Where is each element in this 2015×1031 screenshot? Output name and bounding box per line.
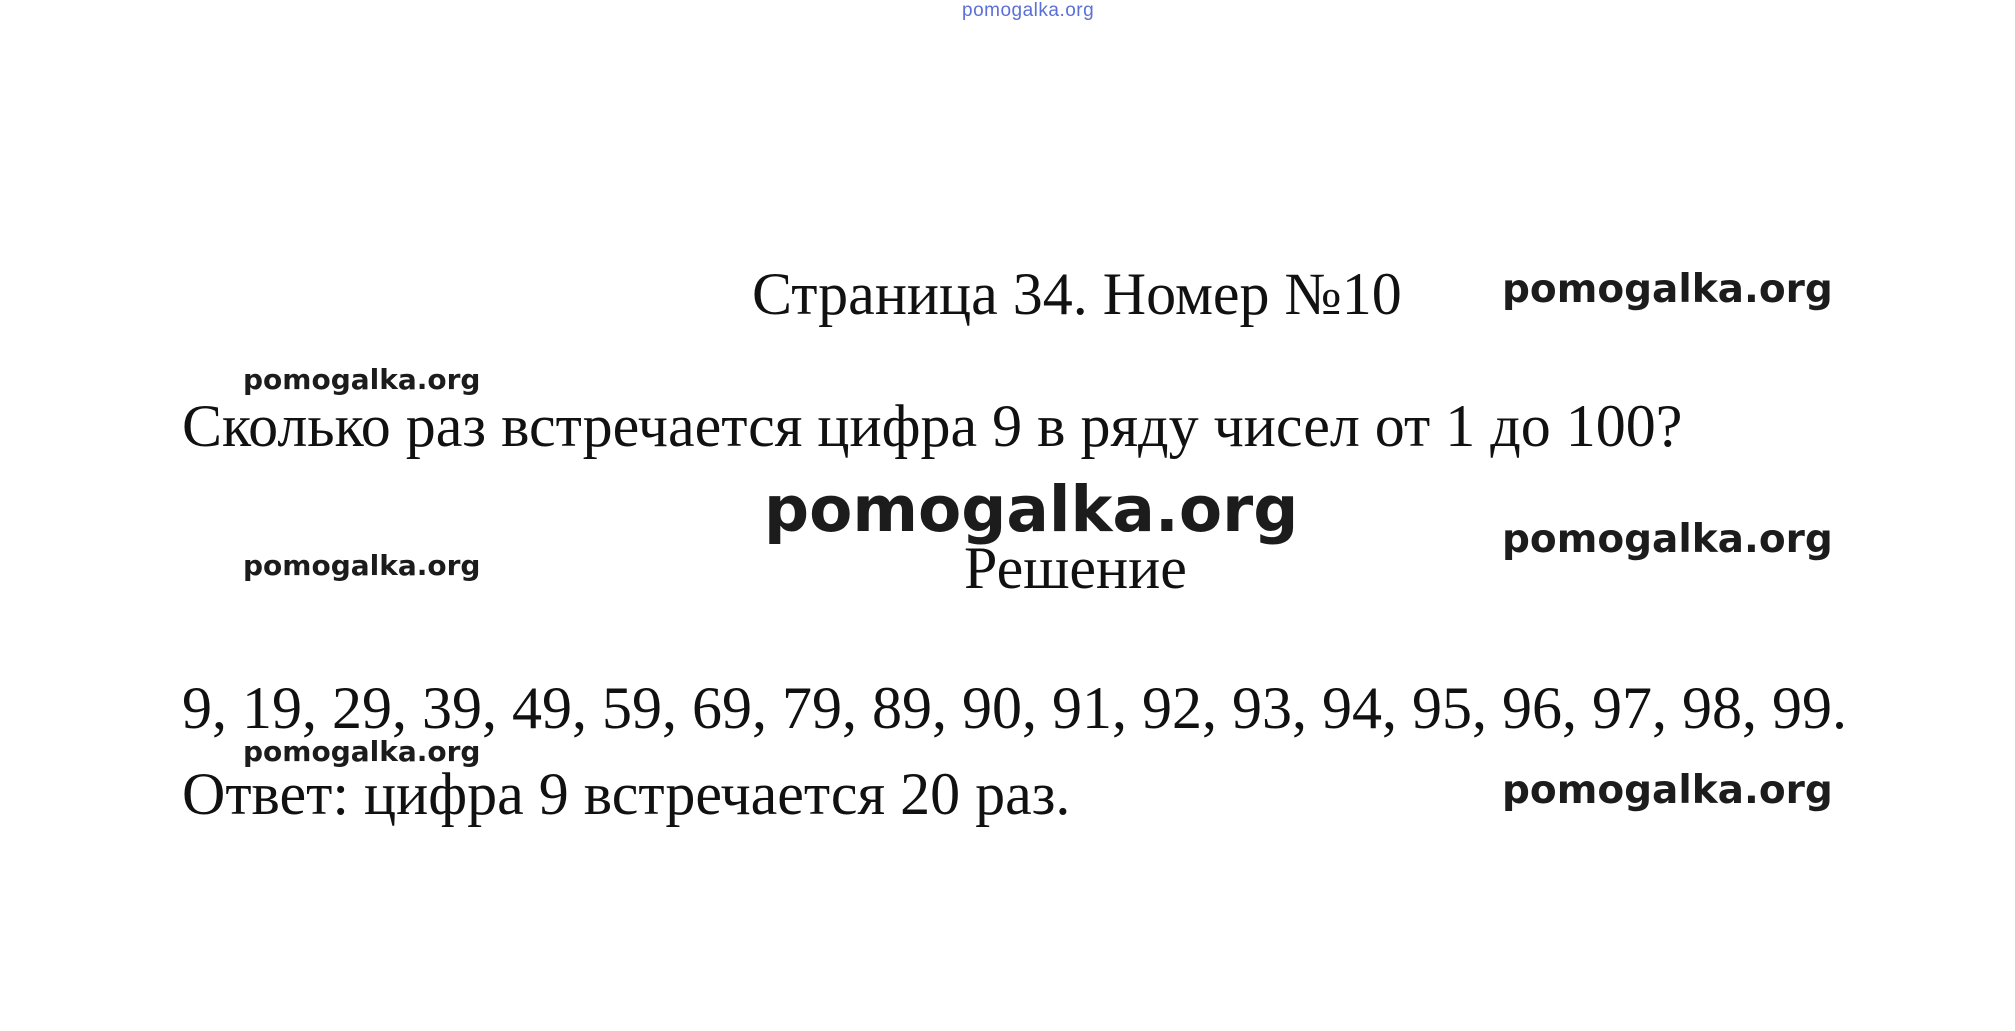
watermark: pomogalka.org bbox=[1502, 267, 1833, 312]
answer-text: Ответ: цифра 9 встречается 20 раз. bbox=[182, 761, 1071, 827]
page-title: Страница 34. Номер №10 bbox=[752, 261, 1402, 327]
watermark: pomogalka.org bbox=[243, 363, 481, 396]
watermark: pomogalka.org bbox=[1502, 768, 1833, 813]
solution-heading: Решение bbox=[964, 535, 1187, 601]
watermark: pomogalka.org bbox=[243, 735, 481, 768]
watermark: pomogalka.org bbox=[1502, 517, 1833, 562]
header-watermark: pomogalka.org bbox=[962, 0, 1095, 21]
watermark: pomogalka.org bbox=[243, 549, 481, 582]
watermark: pomogalka.org bbox=[764, 473, 1299, 546]
question-text: Сколько раз встречается цифра 9 в ряду чисел от 1 до 100? bbox=[182, 393, 1683, 459]
number-list: 9, 19, 29, 39, 49, 59, 69, 79, 89, 90, 91, 92, 93, 94, 95, 96, 97, 98, 99. bbox=[182, 675, 1847, 741]
